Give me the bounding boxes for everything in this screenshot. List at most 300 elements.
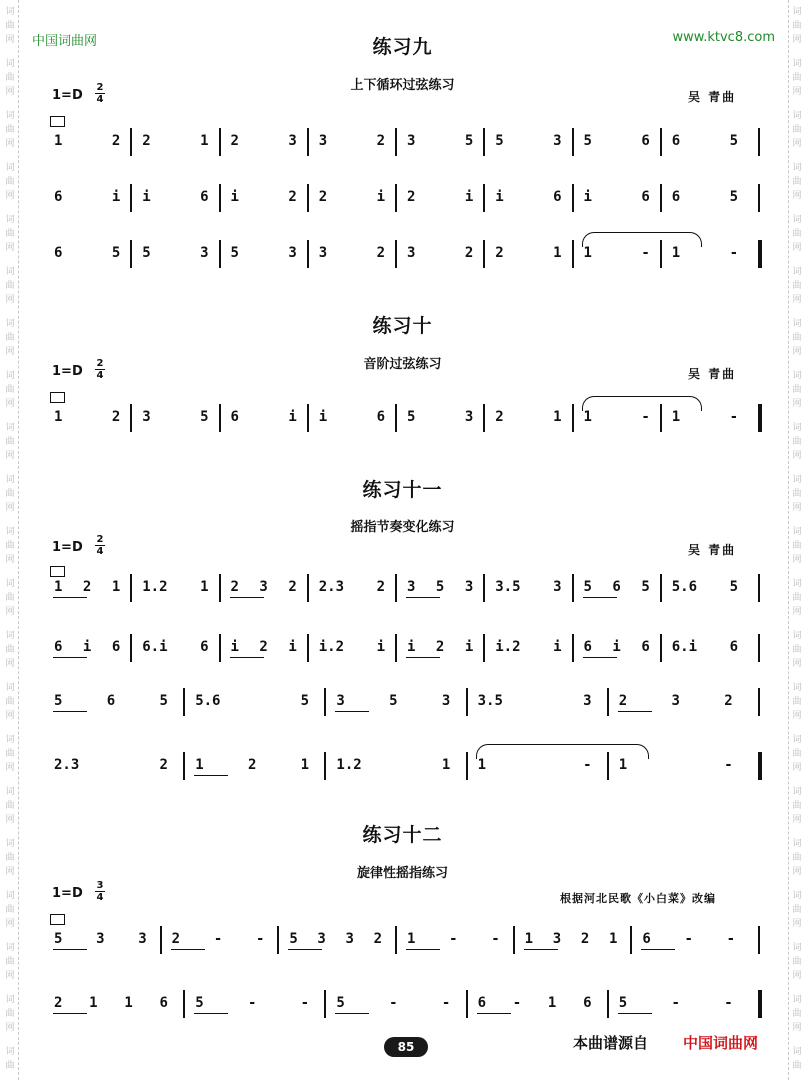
staff-row — [0, 756, 805, 786]
note: 3 — [336, 693, 345, 709]
watermark-char: 词 — [792, 787, 802, 797]
watermark-char: 网 — [792, 243, 802, 253]
note: 5 — [111, 245, 121, 261]
note: 6 — [200, 189, 209, 205]
beam-underline — [583, 597, 617, 598]
note: 3 — [552, 931, 562, 947]
note: i — [583, 189, 592, 205]
note: i — [82, 639, 92, 655]
site-name-header[interactable]: 中国词曲网 — [32, 34, 98, 49]
barline — [572, 240, 574, 268]
note: 1 — [547, 995, 557, 1011]
watermark-char: 网 — [5, 295, 15, 305]
note: 2 — [171, 931, 181, 947]
time-signature-bottom: 4 — [96, 94, 104, 105]
exercise-12-subtitle: 旋律性摇指练习 — [356, 866, 448, 881]
watermark-char: 曲 — [792, 21, 802, 31]
watermark-char: 网 — [792, 763, 802, 773]
watermark-char: 曲 — [5, 749, 15, 759]
note: 2 — [580, 931, 590, 947]
watermark-char: 词 — [792, 7, 802, 17]
time-signature-top: 2 — [96, 358, 104, 369]
note: 3 — [671, 693, 680, 709]
note: 2.3 — [54, 757, 80, 773]
barline — [130, 404, 132, 432]
note: 3 — [583, 693, 592, 709]
note: 6 — [200, 639, 209, 655]
beam-underline — [406, 949, 440, 950]
barline — [572, 634, 574, 662]
watermark-char: 词 — [792, 111, 802, 121]
beam-underline — [230, 657, 264, 658]
note: 2 — [159, 757, 168, 773]
watermark-char: 词 — [5, 943, 15, 953]
note: 6.i — [142, 639, 168, 655]
exercise-10-time-signature — [95, 359, 105, 380]
note: - — [255, 931, 265, 947]
note: 5 — [583, 579, 592, 595]
watermark-char: 网 — [792, 87, 802, 97]
watermark-char: 网 — [5, 399, 15, 409]
watermark-char: 词 — [5, 891, 15, 901]
note: 5 — [336, 995, 345, 1011]
barline — [130, 184, 132, 212]
note: 5 — [618, 995, 628, 1011]
note: i — [553, 639, 562, 655]
watermark-char: 词 — [792, 891, 802, 901]
watermark-char: 网 — [5, 919, 15, 929]
note: 6 — [583, 639, 592, 655]
note: 5 — [729, 579, 738, 595]
watermark-char: 词 — [792, 527, 802, 537]
watermark-char: 网 — [792, 867, 802, 877]
beam-underline — [53, 657, 87, 658]
note: 2 — [142, 133, 151, 149]
barline — [572, 404, 574, 432]
note: 6 — [553, 189, 562, 205]
staff-row — [0, 132, 805, 162]
barline — [183, 688, 185, 716]
note: 2 — [407, 189, 416, 205]
watermark-char: 词 — [5, 267, 15, 277]
watermark-char: 词 — [5, 995, 15, 1005]
barline — [483, 404, 485, 432]
watermark-char: 网 — [5, 35, 15, 45]
staff-row — [0, 692, 805, 722]
note: - — [641, 409, 650, 425]
barline — [130, 240, 132, 268]
watermark-char: 曲 — [5, 333, 15, 343]
watermark-char: 曲 — [5, 593, 15, 603]
note: - — [512, 995, 522, 1011]
watermark-char: 曲 — [5, 541, 15, 551]
watermark-char: 网 — [5, 87, 15, 97]
erhu-technique-icon — [50, 116, 65, 127]
note: 1 — [200, 579, 209, 595]
note: i — [376, 189, 385, 205]
exercise-11-time-signature — [95, 535, 105, 556]
note: 6 — [642, 931, 651, 947]
note: - — [671, 995, 680, 1011]
exercise-11-title: 练习十一 — [362, 479, 443, 501]
time-signature-bottom: 4 — [96, 370, 104, 381]
note: 3 — [464, 409, 474, 425]
note: 3 — [200, 245, 209, 261]
note: 2 — [111, 409, 121, 425]
watermark-char: 曲 — [792, 853, 802, 863]
watermark-char: 词 — [5, 475, 15, 485]
note: - — [300, 995, 310, 1011]
watermark-char: 词 — [792, 163, 802, 173]
watermark-char: 网 — [5, 139, 15, 149]
note: i — [288, 639, 297, 655]
erhu-technique-icon — [50, 914, 65, 925]
barline — [219, 634, 221, 662]
exercise-12-time-signature — [95, 881, 105, 902]
note: 2 — [230, 579, 239, 595]
note: - — [491, 931, 500, 947]
note: 3 — [288, 245, 297, 261]
note: 2 — [111, 133, 121, 149]
note: i — [495, 189, 504, 205]
beam-underline — [230, 597, 264, 598]
final-barline — [758, 404, 762, 432]
note: 2 — [82, 579, 92, 595]
watermark-char: 词 — [792, 423, 802, 433]
note: - — [724, 757, 733, 773]
tie-arc — [476, 744, 649, 759]
barline — [219, 184, 221, 212]
note: 5 — [54, 931, 63, 947]
watermark-char: 网 — [5, 763, 15, 773]
watermark-char: 网 — [792, 451, 802, 461]
note: 3 — [345, 931, 354, 947]
tie-arc — [582, 232, 702, 247]
note: 6 — [583, 995, 592, 1011]
barline — [466, 752, 468, 780]
note: 5 — [142, 245, 151, 261]
watermark-char: 网 — [792, 503, 802, 513]
note: 5 — [464, 133, 474, 149]
note: - — [726, 931, 736, 947]
barline — [466, 688, 468, 716]
exercise-9-composer: 吴 青曲 — [688, 90, 737, 104]
note: 6 — [671, 189, 681, 205]
note: 3 — [96, 931, 105, 947]
watermark-char: 曲 — [792, 333, 802, 343]
barline — [307, 128, 309, 156]
note: 1 — [54, 579, 63, 595]
watermark-char: 网 — [5, 555, 15, 565]
time-signature-bottom: 4 — [96, 546, 104, 557]
staff-row — [0, 188, 805, 218]
exercise-10-key: 1=D — [52, 364, 83, 379]
exercise-10-composer: 吴 青曲 — [688, 367, 737, 381]
barline — [758, 634, 760, 662]
note: 1 — [524, 931, 534, 947]
time-signature-top: 3 — [96, 880, 104, 891]
watermark-char: 曲 — [792, 385, 802, 395]
watermark-char: 网 — [5, 1023, 15, 1033]
barline — [160, 926, 162, 954]
note: 6 — [54, 639, 63, 655]
note: i — [230, 639, 239, 655]
watermark-char: 词 — [792, 683, 802, 693]
watermark-char: 曲 — [5, 177, 15, 187]
barline — [660, 634, 662, 662]
watermark-char: 网 — [5, 971, 15, 981]
note: 2 — [288, 189, 297, 205]
note: 5 — [289, 931, 298, 947]
erhu-technique-icon — [50, 392, 65, 403]
note: 6 — [641, 133, 650, 149]
watermark-char: 网 — [5, 347, 15, 357]
note: 5 — [389, 693, 398, 709]
note: 2 — [618, 693, 628, 709]
note: 1 — [671, 409, 681, 425]
watermark-char: 词 — [5, 319, 15, 329]
beam-underline — [618, 711, 652, 712]
beam-underline — [524, 949, 558, 950]
note: 1 — [195, 757, 204, 773]
note: 2 — [318, 189, 328, 205]
watermark-char: 词 — [792, 579, 802, 589]
watermark-char: 曲 — [5, 437, 15, 447]
note: 6 — [641, 639, 650, 655]
note: i — [288, 409, 297, 425]
watermark-char: 词 — [5, 839, 15, 849]
note: i — [464, 639, 474, 655]
note: 1 — [553, 409, 562, 425]
footer-source-site[interactable]: 中国词曲网 — [683, 1034, 759, 1052]
note: 1 — [553, 245, 562, 261]
watermark-char: 网 — [792, 1023, 802, 1033]
barline — [395, 128, 397, 156]
barline — [483, 574, 485, 602]
note: 6 — [230, 409, 239, 425]
beam-underline — [288, 949, 322, 950]
watermark-char: 曲 — [792, 1009, 802, 1019]
watermark-char: 词 — [5, 683, 15, 693]
note: 6 — [376, 409, 385, 425]
note: 6 — [641, 189, 650, 205]
watermark-char: 网 — [5, 607, 15, 617]
watermark-char: 词 — [792, 631, 802, 641]
note: 1 — [54, 409, 63, 425]
left-watermark-column — [2, 0, 19, 1080]
watermark-char: 曲 — [5, 385, 15, 395]
note: - — [247, 995, 257, 1011]
note: 1 — [671, 245, 681, 261]
watermark-char: 曲 — [792, 1061, 802, 1071]
watermark-char: 曲 — [5, 21, 15, 31]
note: 2.3 — [318, 579, 345, 595]
watermark-char: 词 — [5, 579, 15, 589]
watermark-char: 曲 — [792, 749, 802, 759]
watermark-char: 词 — [5, 59, 15, 69]
note: 6 — [612, 579, 621, 595]
watermark-char: 网 — [792, 555, 802, 565]
watermark-char: 网 — [5, 503, 15, 513]
final-barline — [758, 990, 762, 1018]
watermark-char: 曲 — [792, 125, 802, 135]
note: 5 — [407, 409, 416, 425]
beam-underline — [53, 1013, 87, 1014]
watermark-char: 词 — [792, 1047, 802, 1057]
barline — [307, 240, 309, 268]
watermark-char: 网 — [5, 815, 15, 825]
barline — [395, 184, 397, 212]
barline — [395, 574, 397, 602]
exercise-12-key: 1=D — [52, 886, 83, 901]
staff-row — [0, 994, 805, 1024]
barline — [130, 634, 132, 662]
barline — [219, 240, 221, 268]
barline — [758, 926, 760, 954]
watermark-char: 网 — [792, 35, 802, 45]
watermark-char: 曲 — [5, 853, 15, 863]
note: 3 — [259, 579, 268, 595]
barline — [395, 404, 397, 432]
beam-underline — [583, 657, 617, 658]
watermark-char: 词 — [5, 527, 15, 537]
watermark-char: 网 — [792, 971, 802, 981]
time-signature-bottom: 4 — [96, 892, 104, 903]
barline — [395, 240, 397, 268]
barline — [483, 240, 485, 268]
barline — [660, 574, 662, 602]
note: 1 — [300, 757, 310, 773]
exercise-11-key: 1=D — [52, 540, 83, 555]
final-barline — [758, 240, 762, 268]
barline — [758, 184, 760, 212]
staff-row — [0, 638, 805, 668]
note: i — [376, 639, 385, 655]
note: 3 — [441, 693, 451, 709]
note: 5 — [729, 189, 738, 205]
beam-underline — [53, 711, 87, 712]
barline — [660, 128, 662, 156]
barline — [307, 404, 309, 432]
note: 1 — [618, 757, 628, 773]
barline — [219, 128, 221, 156]
note: 2 — [54, 995, 63, 1011]
note: 2 — [373, 931, 383, 947]
note: 5.6 — [671, 579, 698, 595]
watermark-char: 词 — [5, 111, 15, 121]
note: 3 — [318, 245, 328, 261]
barline — [277, 926, 279, 954]
watermark-char: 曲 — [5, 489, 15, 499]
note: 1 — [477, 757, 487, 773]
exercise-11-composer: 吴 青曲 — [688, 543, 737, 557]
note: 1 — [583, 245, 592, 261]
watermark-char: 词 — [5, 215, 15, 225]
watermark-char: 曲 — [5, 957, 15, 967]
barline — [483, 128, 485, 156]
watermark-char: 词 — [792, 371, 802, 381]
note: 3 — [407, 133, 416, 149]
note: 5 — [54, 693, 63, 709]
note: - — [684, 931, 693, 947]
barline — [395, 926, 397, 954]
exercise-9-subtitle: 上下循环过弦练习 — [350, 78, 455, 93]
beam-underline — [641, 949, 675, 950]
note: 1 — [407, 931, 416, 947]
note: - — [729, 245, 738, 261]
watermark-char: 曲 — [792, 593, 802, 603]
note: 6 — [54, 189, 63, 205]
watermark-char: 曲 — [792, 697, 802, 707]
note: 6 — [111, 639, 121, 655]
note: 2 — [495, 245, 504, 261]
note: 2 — [376, 579, 385, 595]
barline — [758, 574, 760, 602]
watermark-char: 词 — [5, 7, 15, 17]
site-url-header[interactable]: www.ktvc8.com — [672, 30, 775, 45]
barline — [466, 990, 468, 1018]
barline — [572, 574, 574, 602]
final-barline — [758, 752, 762, 780]
barline — [183, 752, 185, 780]
beam-underline — [194, 1013, 228, 1014]
note: 6 — [477, 995, 487, 1011]
barline — [660, 184, 662, 212]
note: 6 — [159, 995, 168, 1011]
staff-row — [0, 244, 805, 274]
barline — [307, 574, 309, 602]
beam-underline — [477, 1013, 511, 1014]
barline — [130, 128, 132, 156]
note: - — [389, 995, 398, 1011]
note: - — [729, 409, 738, 425]
note: i — [111, 189, 121, 205]
watermark-char: 词 — [792, 59, 802, 69]
watermark-char: 曲 — [792, 957, 802, 967]
barline — [183, 990, 185, 1018]
watermark-char: 曲 — [5, 125, 15, 135]
watermark-char: 词 — [5, 163, 15, 173]
barline — [607, 688, 609, 716]
note: 1.2 — [142, 579, 168, 595]
barline — [572, 184, 574, 212]
barline — [219, 404, 221, 432]
barline — [630, 926, 632, 954]
watermark-char: 词 — [792, 735, 802, 745]
erhu-technique-icon — [50, 566, 65, 577]
watermark-char: 词 — [792, 943, 802, 953]
exercise-11-subtitle: 摇指节奏变化练习 — [350, 520, 455, 535]
watermark-char: 网 — [5, 659, 15, 669]
note: 5 — [583, 133, 592, 149]
note: 3 — [317, 931, 326, 947]
note: 1 — [124, 995, 133, 1011]
note: 1.2 — [336, 757, 362, 773]
watermark-char: 网 — [792, 347, 802, 357]
watermark-char: 网 — [792, 607, 802, 617]
note: 3 — [288, 133, 297, 149]
watermark-char: 曲 — [792, 73, 802, 83]
watermark-char: 词 — [792, 995, 802, 1005]
note: 3 — [407, 245, 416, 261]
note: 2 — [259, 639, 268, 655]
note: 2 — [288, 579, 297, 595]
note: - — [441, 995, 451, 1011]
watermark-char: 曲 — [5, 905, 15, 915]
watermark-char: 词 — [5, 423, 15, 433]
note: 1 — [608, 931, 618, 947]
note: - — [724, 995, 733, 1011]
